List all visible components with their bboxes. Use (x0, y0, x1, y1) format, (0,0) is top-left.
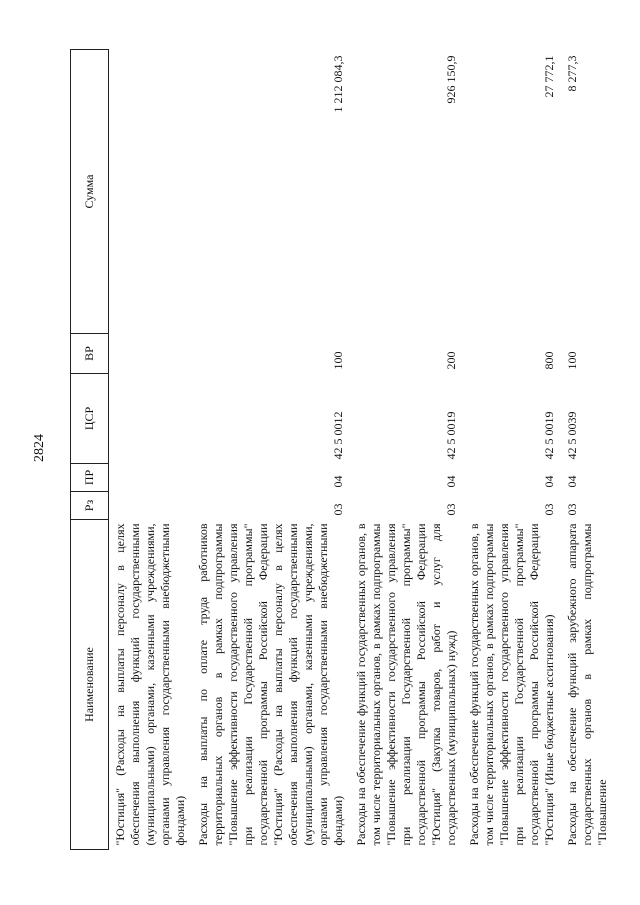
row-name: Расходы на обеспечение функций государственных органов, в том числе территориальных органов, в рамках подпрограммы "Повышение эффективности государственного управления при реализации Государственной программы" государственной программы Российской Федерации "Юстиция" (Закупка товаров, работ и услуг для государственных (муниципальных) нужд) (354, 523, 458, 846)
row-sum: 8 277,3 (565, 55, 579, 92)
row-csr: 42 5 0019 (444, 411, 458, 460)
table-header (71, 50, 109, 850)
table-row (192, 50, 350, 850)
row-vr: 100 (331, 351, 345, 370)
table-row (463, 50, 561, 850)
row-pr: 04 (331, 475, 345, 488)
table-row (561, 50, 614, 850)
row-pr: 04 (542, 475, 556, 488)
row-rz: 03 (542, 503, 556, 516)
row-vr (109, 334, 193, 374)
header-pr: ПР (71, 464, 109, 492)
row-sum: 27 772,1 (542, 55, 556, 98)
row-csr: 42 5 0012 (331, 411, 345, 460)
row-csr: 42 5 0019 (542, 411, 556, 460)
row-vr: 200 (444, 351, 458, 370)
budget-table-container (70, 50, 609, 850)
row-name: Расходы на выплаты по оплате труда работников территориальных органов в рамках подпрограммы "Повышение эффективности государственного управления при реализации Государственной программы" государственной программы Российской Федерации "Юстиция" (Расходы на выплаты персоналу в целях обеспечения выполнения функций государственными (муниципальными) органами, казенными учреждениями, органами управления государственными внебюджетными фондами) (196, 523, 345, 846)
row-sum: 1 212 084,3 (331, 55, 345, 113)
row-name: Расходы на обеспечение функций государственных органов, в том числе территориальных органов, в рамках подпрограммы "Повышение эффективности государственного управления при реализации Государственной программы" государственной программы Российской Федерации "Юстиция" (Иные бюджетные ассигнования) (467, 523, 556, 846)
header-sum: Сумма (71, 50, 109, 334)
table-row (350, 50, 463, 850)
row-rz: 03 (565, 503, 579, 516)
row-name: "Юстиция" (Расходы на выплаты персоналу в целях обеспечения выполнения функций государственными (муниципальными) органами, казенными учреждениями, органами управления государственными внебюджетными фондами) (113, 523, 187, 846)
row-pr (109, 464, 193, 492)
row-vr: 100 (565, 351, 579, 370)
budget-table (70, 49, 614, 850)
row-sum: 926 150,9 (444, 55, 458, 104)
header-rz: Рз (71, 492, 109, 520)
row-csr: 42 5 0039 (565, 411, 579, 460)
row-rz: 03 (331, 503, 345, 516)
row-pr: 04 (565, 475, 579, 488)
row-name: Расходы на обеспечение функций зарубежного аппарата государственных органов в рамках подпрограммы "Повышение (565, 523, 609, 846)
row-rz (109, 492, 193, 520)
header-vr: ВР (71, 334, 109, 374)
page-number: 2824 (32, 434, 47, 462)
row-pr: 04 (444, 475, 458, 488)
header-csr: ЦСР (71, 374, 109, 464)
row-rz: 03 (444, 503, 458, 516)
table-row (109, 50, 193, 850)
row-sum (109, 50, 193, 334)
row-csr (109, 374, 193, 464)
row-vr: 800 (542, 351, 556, 370)
header-row (71, 50, 109, 850)
table-body (109, 50, 615, 850)
header-name: Наименование (71, 520, 109, 850)
